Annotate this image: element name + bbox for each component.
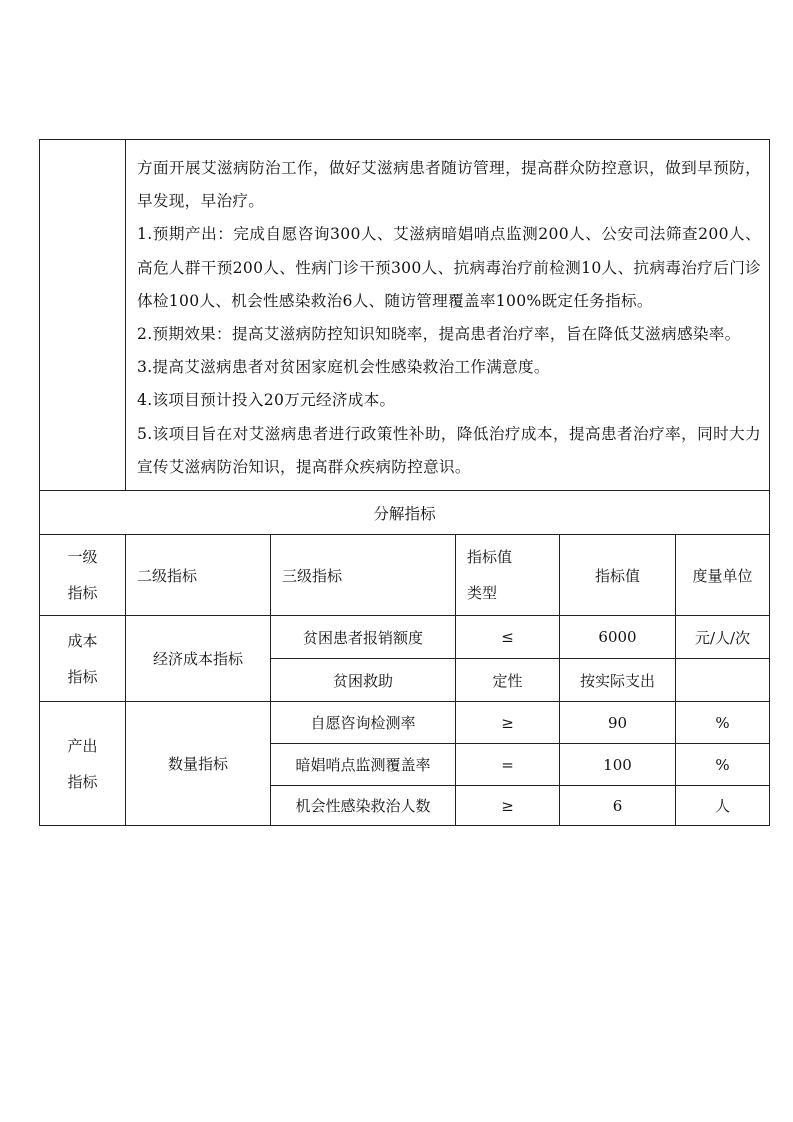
row-type: = xyxy=(456,744,560,786)
header-type-line1: 指标值 xyxy=(467,548,513,567)
row-unit: 人 xyxy=(676,786,770,826)
row-value: 6 xyxy=(560,786,676,826)
row-unit: % xyxy=(676,702,770,744)
header-level1 xyxy=(40,535,126,616)
header-unit: 度量单位 xyxy=(676,535,770,616)
table-row xyxy=(40,702,770,744)
header-level1-line1: 一级 xyxy=(67,548,98,567)
row-level3: 机会性感染救治人数 xyxy=(271,786,456,826)
section-title-row xyxy=(40,491,770,535)
performance-table xyxy=(39,139,770,826)
description-paragraph: 方面开展艾滋病防治工作，做好艾滋病患者随访管理，提高群众防控意识，做到早预防，早发现，早治疗。 xyxy=(137,159,762,211)
row-unit xyxy=(676,659,770,702)
header-type-line2: 类型 xyxy=(467,584,498,603)
row-value: 6000 xyxy=(560,616,676,659)
description-paragraph: 3.提高艾滋病患者对贫困家庭机会性感染救治工作满意度。 xyxy=(137,358,550,377)
header-level1-line2: 指标 xyxy=(67,584,98,603)
row-type: ≥ xyxy=(456,786,560,826)
header-row xyxy=(40,535,770,616)
row-unit: % xyxy=(676,744,770,786)
row-level3: 贫困救助 xyxy=(271,659,456,702)
description-paragraph: 2.预期效果：提高艾滋病防控知识知晓率，提高患者治疗率，旨在降低艾滋病感染率。 xyxy=(137,325,741,344)
cost-level1-line1: 成本 xyxy=(67,631,98,650)
cost-level2: 经济成本指标 xyxy=(126,616,271,702)
cost-level1 xyxy=(40,616,126,702)
output-level2: 数量指标 xyxy=(126,702,271,826)
description-row xyxy=(40,140,770,491)
header-value: 指标值 xyxy=(560,535,676,616)
output-level1-line2: 指标 xyxy=(67,772,98,791)
description-paragraph: 5.该项目旨在对艾滋病患者进行政策性补助，降低治疗成本，提高患者治疗率，同时大力宣传艾滋病防治知识，提高群众疾病防控意识。 xyxy=(137,424,762,476)
table-row xyxy=(40,616,770,659)
section-title: 分解指标 xyxy=(40,491,770,535)
header-level2: 二级指标 xyxy=(126,535,271,616)
cost-level1-line2: 指标 xyxy=(67,667,98,686)
output-level1-line1: 产出 xyxy=(67,736,98,755)
description-left-cell xyxy=(40,140,126,491)
row-level3: 贫困患者报销额度 xyxy=(271,616,456,659)
row-value: 90 xyxy=(560,702,676,744)
row-value: 100 xyxy=(560,744,676,786)
header-level3: 三级指标 xyxy=(271,535,456,616)
output-level1 xyxy=(40,702,126,826)
description-cell xyxy=(126,140,770,491)
row-type: ≤ xyxy=(456,616,560,659)
row-type: ≥ xyxy=(456,702,560,744)
row-unit: 元/人/次 xyxy=(676,616,770,659)
description-paragraph: 4.该项目预计投入20万元经济成本。 xyxy=(137,391,396,410)
header-type xyxy=(456,535,560,616)
indicator-table-page xyxy=(39,139,769,826)
row-level3: 自愿咨询检测率 xyxy=(271,702,456,744)
row-level3: 暗娼哨点监测覆盖率 xyxy=(271,744,456,786)
row-type: 定性 xyxy=(456,659,560,702)
row-value: 按实际支出 xyxy=(560,659,676,702)
description-paragraph: 1.预期产出：完成自愿咨询300人、艾滋病暗娼哨点监测200人、公安司法筛查200人、高危人群干预200人、性病门诊干预300人、抗病毒治疗前检测10人、抗病毒治疗后门诊体检100人、机会性感染救治6人、随访管理覆盖率100%既定任务指标。 xyxy=(137,225,762,310)
